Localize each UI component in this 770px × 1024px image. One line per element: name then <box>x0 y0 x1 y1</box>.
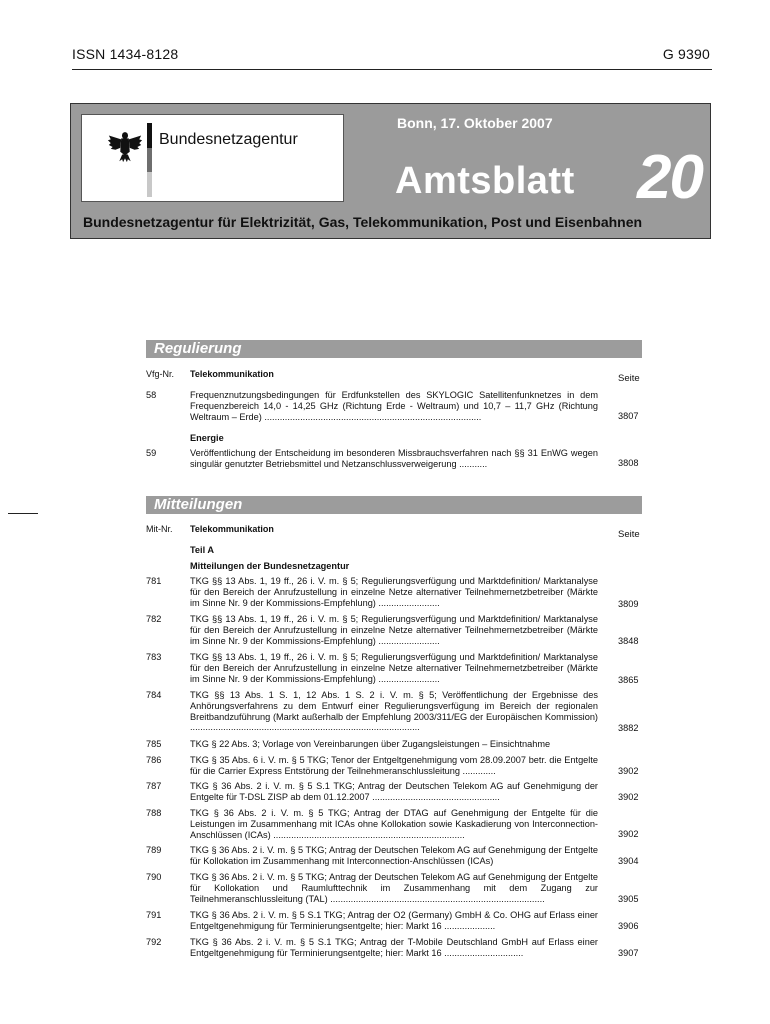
issn-number: ISSN 1434-8128 <box>72 46 179 62</box>
entry-text: TKG §§ 13 Abs. 1, 19 ff., 26 i. V. m. § 5; Regulierungsverfügung und Marktdefinition/ Marktanalyse für den Bereich der Anrufzustellung in einzelne Netze alternativer Teilnehmernetzbetreiber (Märkte im Sinne Nr. 9 der Kommissions-Empfehlung) ........................ <box>190 576 598 608</box>
entry-number: 782 <box>146 614 162 624</box>
entry-page: 3809 <box>618 599 639 609</box>
issue-number: 20 <box>637 143 702 212</box>
entry-number: 786 <box>146 755 162 765</box>
group-telekommunikation: Telekommunikation <box>190 369 274 379</box>
entry-number: 784 <box>146 690 162 700</box>
entry-page: 3865 <box>618 675 639 685</box>
list-item <box>146 845 642 869</box>
entry-text: Frequenznutzungsbedingungen für Erdfunkstellen des SKYLOGIC Satellitenfunknetzes in dem Frequenzbereich 14,0 - 14,25 GHz (Richtung Erde - Weltraum) und 10,7 – 11,7 GHz (Richtung Weltraum – Erde) ..................................................................................... <box>190 390 598 422</box>
entry-text: TKG § 35 Abs. 6 i. V. m. § 5 TKG; Tenor der Entgeltgenehmigung vom 28.09.2007 betr. die Entgelte für die Carrier Express Entstörung der Teilnehmeranschlussleitung ............. <box>190 755 598 776</box>
entry-number: 792 <box>146 937 162 947</box>
vfg-nr-label: Vfg-Nr. <box>146 369 175 379</box>
header-rule <box>72 69 712 70</box>
list-item <box>146 448 642 472</box>
entry-number: 787 <box>146 781 162 791</box>
entry-page: 3848 <box>618 636 639 646</box>
list-item <box>146 739 642 751</box>
entry-number: 788 <box>146 808 162 818</box>
entry-text: TKG § 36 Abs. 2 i. V. m. § 5 S.1 TKG; Antrag der T-Mobile Deutschland GmbH auf Erlass einer Entgeltgenehmigung für Terminierungsentgelte; hier: Markt 16 ............................... <box>190 937 598 958</box>
list-item <box>146 808 642 842</box>
entry-page: 3906 <box>618 921 639 931</box>
entry-number: 790 <box>146 872 162 882</box>
list-item <box>146 937 642 961</box>
entry-page: 3902 <box>618 792 639 802</box>
agency-logo-box <box>81 114 344 202</box>
entry-text: TKG § 36 Abs. 2 i. V. m. § 5 TKG; Antrag der Deutschen Telekom AG auf Genehmigung der Entgelte für Kollokation und Raumlufttechnik im Zusammenhang mit dem Zugang zur Teilnehmeranschlussleitung (TAL) .................................................................................... <box>190 872 598 904</box>
entry-text: TKG § 36 Abs. 2 i. V. m. § 5 TKG; Antrag der Deutschen Telekom AG auf Genehmigung der Entgelte für Kollokation im Zusammenhang mit Interconnection-Anschlüssen (ICAs) <box>190 845 598 866</box>
entry-text: Veröffentlichung der Entscheidung im besonderen Missbrauchsverfahren nach §§ 31 EnWG wegen singulär genutzter Betriebsmittel und Netzanschlussverweigerung ........... <box>190 448 598 469</box>
issue-date: Bonn, 17. Oktober 2007 <box>397 115 553 131</box>
entry-page: 3907 <box>618 948 639 958</box>
group-energie: Energie <box>190 433 224 443</box>
entry-number: 781 <box>146 576 162 586</box>
entry-number: 789 <box>146 845 162 855</box>
group-telekommunikation-mit: Telekommunikation <box>190 524 274 534</box>
mitteilungen-subheading: Mitteilungen der Bundesnetzagentur <box>190 561 350 571</box>
list-item <box>146 652 642 686</box>
g-number: G 9390 <box>662 46 710 62</box>
teil-a: Teil A <box>190 545 214 555</box>
seite-label-mit: Seite <box>618 529 640 540</box>
entry-number: 783 <box>146 652 162 662</box>
entry-page: 3807 <box>618 411 639 421</box>
entry-number: 58 <box>146 390 157 400</box>
entry-text: TKG § 36 Abs. 2 i. V. m. § 5 S.1 TKG; Antrag der Deutschen Telekom AG auf Genehmigung der Entgelte für T-DSL ZISP ab dem 01.12.2007 .................................................. <box>190 781 598 802</box>
publication-title: Amtsblatt <box>395 160 575 202</box>
entry-page: 3808 <box>618 458 639 468</box>
entry-page: 3904 <box>618 856 639 866</box>
section-regulierung: Regulierung <box>146 340 642 358</box>
list-item <box>146 910 642 934</box>
seite-label: Seite <box>618 373 640 384</box>
entry-page: 3882 <box>618 723 639 733</box>
entry-page: 3902 <box>618 766 639 776</box>
publication-subtitle: Bundesnetzagentur für Elektrizität, Gas, Telekommunikation, Post und Eisenbahnen <box>83 214 643 230</box>
list-item <box>146 390 642 424</box>
federal-eagle-icon <box>106 127 144 165</box>
entry-text: TKG § 36 Abs. 2 i. V. m. § 5 S.1 TKG; Antrag der O2 (Germany) GmbH & Co. OHG auf Erlass einer Entgeltgenehmigung für Terminierungsentgelte; hier: Markt 16 .................... <box>190 910 598 931</box>
list-item <box>146 781 642 805</box>
list-item <box>146 576 642 610</box>
entry-text: TKG §§ 13 Abs. 1 S. 1, 12 Abs. 1 S. 2 i. V. m. § 5; Veröffentlichung der Ergebnisse des Anhörungsverfahrens zu dem Entwurf einer Regulierungsverfügung im Bereich der regionalen Breitbandzuführung (Markt außerhalb der Empfehlung 2003/311/EG der Europäischen Kommission) .......................................................................................... <box>190 690 598 733</box>
mit-nr-label: Mit-Nr. <box>146 524 173 534</box>
masthead-banner <box>70 103 711 239</box>
entry-number: 791 <box>146 910 162 920</box>
entry-text: TKG § 36 Abs. 2 i. V. m. § 5 TKG; Antrag der DTAG auf Genehmigung der Entgelte für die Leistungen im Zusammenhang mit ICAs ohne Kollokation sowie Kaskadierung von Interconnection-Anschlüssen (ICAs) ........................................................................... <box>190 808 598 840</box>
entry-number: 785 <box>146 739 162 749</box>
list-item <box>146 755 642 779</box>
flag-stripes <box>147 123 152 197</box>
entry-page: 3902 <box>618 829 639 839</box>
list-item <box>146 614 642 648</box>
entry-number: 59 <box>146 448 157 458</box>
entry-text: TKG §§ 13 Abs. 1, 19 ff., 26 i. V. m. § 5; Regulierungsverfügung und Marktdefinition/ Marktanalyse für den Bereich der Anrufzustellung in einzelne Netze alternativer Teilnehmernetzbetreiber (Märkte im Sinne Nr. 9 der Kommissions-Empfehlung) ........................ <box>190 652 598 684</box>
agency-name: Bundesnetzagentur <box>159 131 298 148</box>
margin-mark <box>8 513 38 514</box>
section-mitteilungen: Mitteilungen <box>146 496 642 514</box>
entry-page: 3905 <box>618 894 639 904</box>
list-item <box>146 690 642 734</box>
entry-text: TKG § 22 Abs. 3; Vorlage von Vereinbarungen über Zugangsleistungen – Einsichtnahme <box>190 739 551 749</box>
entry-text: TKG §§ 13 Abs. 1, 19 ff., 26 i. V. m. § 5; Regulierungsverfügung und Marktdefinition/ Marktanalyse für den Bereich der Anrufzustellung in einzelne Netze alternativer Teilnehmernetzbetreiber (Märkte im Sinne Nr. 9 der Kommissions-Empfehlung) ........................ <box>190 614 598 646</box>
list-item <box>146 872 642 906</box>
